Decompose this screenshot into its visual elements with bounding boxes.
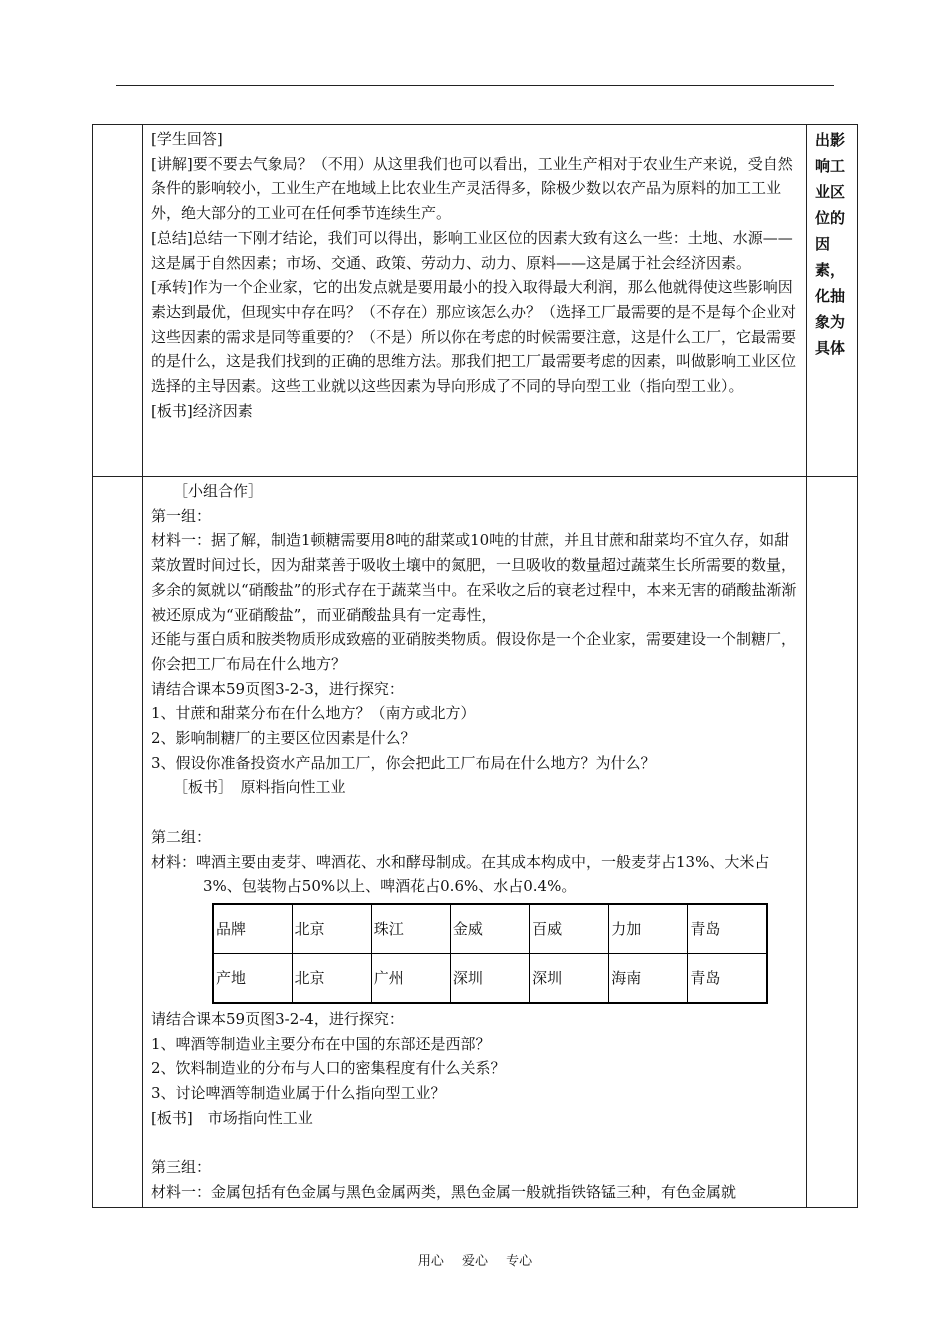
board-note: [板书]经济因素	[151, 401, 253, 420]
spacer	[151, 1130, 800, 1155]
table-cell: 品牌	[213, 904, 292, 954]
group2-material-b: 3%、包装物占50%以上、啤酒花占0.6%、水占0.4%。	[203, 877, 577, 896]
table-row	[213, 953, 767, 1003]
group2-prompt: 请结合课本59页图3-2-4，进行探究：	[151, 1009, 404, 1028]
summary-paragraph: [总结]总结一下刚才结论，我们可以得出，影响工业区位的因素大致有这么一些：土地、水源——这是属于自然因素；市场、交通、政策、劳动力、动力、原料——这是属于社会经济因素。	[151, 228, 793, 272]
table-cell: 青岛	[688, 953, 767, 1003]
table-cell: 北京	[292, 904, 371, 954]
side-note-cell	[807, 125, 858, 477]
group2-material-a: 材料：啤酒主要由麦芽、啤酒花、水和酵母制成。在其成本构成中，一般麦芽占13%、大米占	[151, 852, 770, 871]
group3-material-a: 材料一：金属包括有色金属与黑色金属两类，黑色金属一般就指铁铬锰三种，有色金属就	[151, 1182, 737, 1201]
table-cell: 海南	[609, 953, 688, 1003]
table-cell: 深圳	[530, 953, 609, 1003]
group2-board-note: [板书] 市场指向性工业	[151, 1108, 313, 1127]
table-cell: 深圳	[450, 953, 529, 1003]
blank-cell	[93, 477, 143, 1208]
group1-title: 第一组：	[151, 506, 212, 525]
group1-question: 3、假设你准备投资水产品加工厂，你会把此工厂布局在什么地方？为什么？	[151, 753, 656, 772]
beer-brand-table	[212, 903, 768, 1004]
blank-cell	[93, 125, 143, 477]
group2-question: 1、啤酒等制造业主要分布在中国的东部还是西部？	[151, 1034, 491, 1053]
group1-question: 2、影响制糖厂的主要区位因素是什么？	[151, 729, 416, 748]
page-footer: 用心 爱心 专心	[417, 1254, 533, 1269]
table-cell: 青岛	[688, 904, 767, 954]
group-work-heading: ［小组合作］	[173, 482, 264, 500]
side-note: 出影响工业区位的因素，化抽象为具体	[815, 131, 846, 357]
table-cell: 珠江	[371, 904, 450, 954]
lesson-table	[92, 124, 858, 1208]
group1-prompt: 请结合课本59页图3-2-3，进行探究：	[151, 679, 404, 698]
table-cell: 力加	[609, 904, 688, 954]
content-cell	[143, 125, 807, 477]
blank-cell	[807, 477, 858, 1208]
table-cell: 金威	[450, 904, 529, 954]
group2-question: 3、讨论啤酒等制造业属于什么指向型工业？	[151, 1084, 446, 1103]
student-answer-line: [学生回答]	[151, 130, 223, 148]
group3-title: 第三组：	[151, 1158, 212, 1177]
explanation-paragraph: [讲解]要不要去气象局？（不用）从这里我们也可以看出，工业生产相对于农业生产来说，受自然条件的影响较小，工业生产在地域上比农业生产灵活得多，除极少数以农产品为原料的加工工业外，绝大部分的工业可在任何季节连续生产。	[151, 154, 793, 223]
content-cell	[143, 477, 807, 1208]
transition-paragraph: [承转]作为一个企业家，它的出发点就是要用最小的投入取得最大利润，那么他就得使这些影响因素达到最优，但现实中存在吗？（不存在）那应该怎么办？（选择工厂最需要的是不是每个企业对这些因素的需求是同等重要的？（不是）所以你在考虑的时候需要注意，这是什么工厂，它最需要的是什么，这是我们找到的正确的思维方法。那我们把工厂最需要考虑的因素，叫做影响工业区位选择的主导因素。这些工业就以这些因素为导向形成了不同的导向型工业（指向型工业）。	[151, 278, 797, 396]
group1-question: 1、甘蔗和甜菜分布在什么地方？（南方或北方）	[151, 704, 476, 723]
group2-question: 2、饮料制造业的分布与人口的密集程度有什么关系？	[151, 1059, 506, 1078]
group1-material-b: 还能与蛋白质和胺类物质形成致癌的亚硝胺类物质。假设你是一个企业家，需要建设一个制糖厂，你会把工厂布局在什么地方？	[151, 630, 797, 673]
table-cell: 产地	[213, 953, 292, 1003]
table-row	[213, 904, 767, 954]
table-cell: 北京	[292, 953, 371, 1003]
group1-board-note: ［板书］ 原料指向性工业	[173, 778, 346, 797]
group1-material-a: 材料一：据了解，制造1顿糖需要用8吨的甜菜或10吨的甘蔗，并且甘蔗和甜菜均不宜久存，如甜菜放置时间过长，因为甜菜善于吸收土壤中的氮肥，一旦吸收的数量超过蔬菜生长所需要的数量，多余的氮就以“硝酸盐”的形式存在于蔬菜当中。在采收之后的衰老过程中，本来无害的硝酸盐渐渐被还原成为“亚硝酸盐”，而亚硝酸盐具有一定毒性，	[151, 531, 797, 624]
group2-title: 第二组：	[151, 827, 212, 846]
table-cell: 广州	[371, 953, 450, 1003]
table-cell: 百威	[530, 904, 609, 954]
header-rule	[116, 85, 834, 86]
spacer	[151, 800, 800, 825]
table-row	[93, 125, 858, 477]
table-row	[93, 477, 858, 1208]
